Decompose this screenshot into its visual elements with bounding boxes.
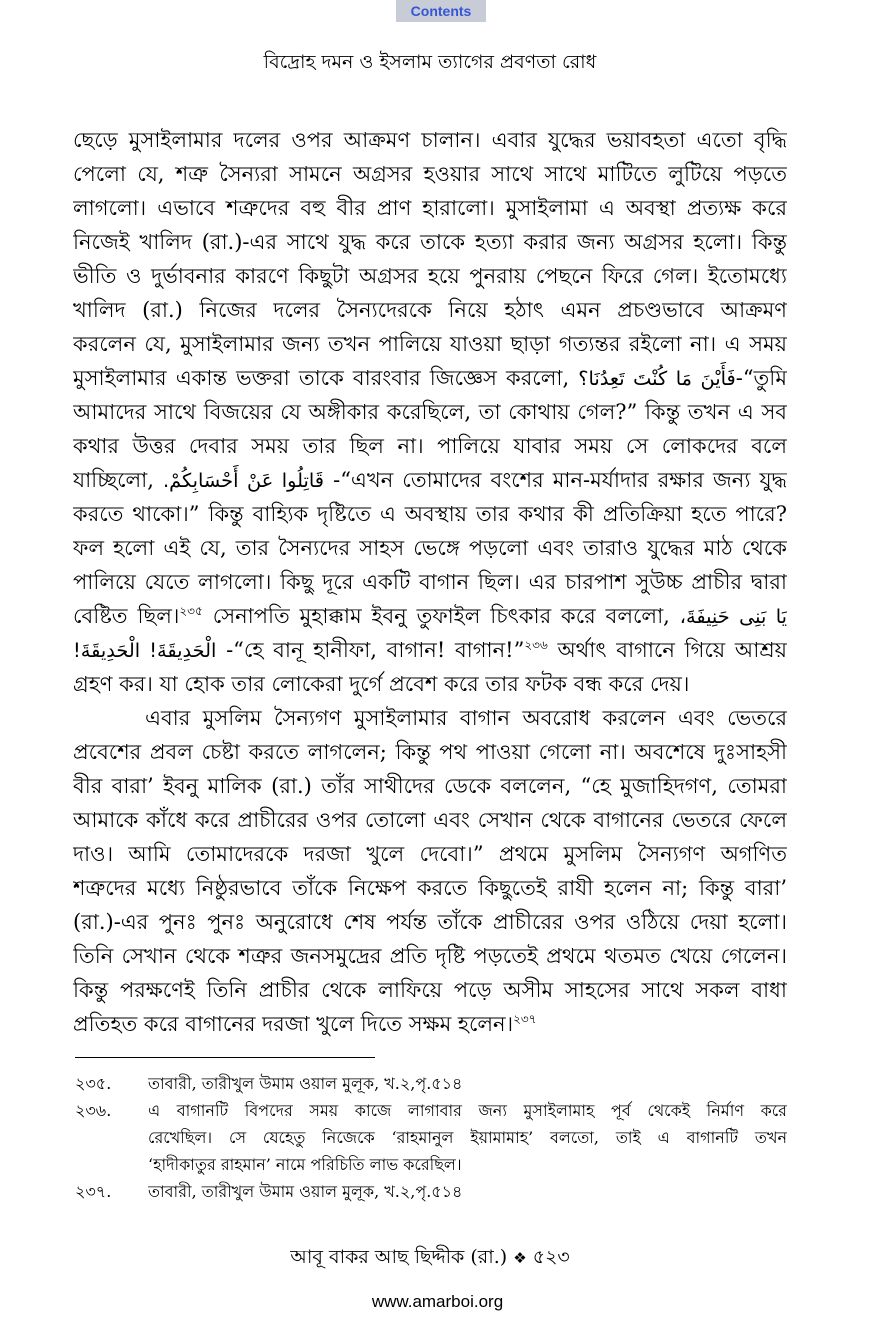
text-segment: সেনাপতি মুহাক্কাম ইবনু তুফাইল চিৎকার করে বললো, <box>202 604 680 628</box>
text-segment: কথার উত্তর দেবার সময় তার ছিল না। পালিয়ে যাবার সময় সে লোকদের বলে <box>73 434 787 458</box>
text-line <box>73 327 787 361</box>
text-segment: কিন্তু পরক্ষণেই তিনি প্রাচীর থেকে লাফিয়ে পড়ে অসীম সাহসের সাথে সকল বাধা <box>73 978 787 1002</box>
text-line <box>73 973 787 1007</box>
arabic-text: الْحَدِيقَةَ! الْحَدِيقَةَ! <box>73 639 217 662</box>
body-paragraph <box>73 701 787 1041</box>
text-line <box>73 871 787 905</box>
text-line <box>73 531 787 565</box>
page-number: ৫২৩ <box>532 1246 570 1268</box>
text-segment: দাও। আমি তোমাদেরকে দরজা খুলে দেবো।” প্রথমে মুসলিম সৈন্যগণ অগণিত <box>73 842 787 866</box>
footnote-text-line: এ বাগানটি বিপদের সময় কাজে লাগাবার জন্য মুসাইলামাহ পূর্ব থেকেই নির্মাণ করে <box>148 1101 787 1120</box>
text-line <box>73 905 787 939</box>
text-line <box>73 123 787 157</box>
text-line <box>73 361 787 395</box>
text-segment: গ্রহণ কর। যা হোক তার লোকেরা দুর্গে প্রবেশ করে তার ফটক বন্ধ করে দেয়। <box>73 672 690 696</box>
footnote-text-line: তাবারী, তারীখুল উমাম ওয়াল মুলূক, খ.২,পৃ.৫১৪ <box>148 1182 463 1201</box>
body-paragraph <box>73 123 787 701</box>
text-segment: প্রবেশের প্রবল চেষ্টা করতে লাগলেন; কিন্তু পথ পাওয়া গেলো না। অবশেষে দুঃসাহসী <box>73 740 787 764</box>
text-line <box>73 191 787 225</box>
text-segment: পেলো যে, শত্রু সৈন্যরা সামনে অগ্রসর হওয়ার সাথে সাথে মাটিতে লুটিয়ে পড়তে <box>73 162 787 186</box>
text-segment: শত্রুদের মধ্যে নিষ্ঠুরভাবে তাঁকে নিক্ষেপ করতে কিছুতেই রাযী হলেন না; কিন্তু বারা’ <box>73 876 787 900</box>
page-footer <box>73 1243 787 1271</box>
text-line <box>73 803 787 837</box>
text-line <box>73 259 787 293</box>
contents-button[interactable]: Contents <box>396 0 486 22</box>
text-segment: আমাদের সাথে বিজয়ের যে অঙ্গীকার করেছিলে, তা কোথায় গেল?” কিন্তু তখন এ সব <box>73 400 787 424</box>
text-line <box>73 769 787 803</box>
text-segment: ছেড়ে মুসাইলামার দলের ওপর আক্রমণ চালান। এবার যুদ্ধের ভয়াবহতা এতো বৃদ্ধি <box>73 128 787 152</box>
text-segment: ফল হলো এই যে, তার সৈন্যদের সাহস ভেঙ্গে পড়লো এবং তারাও যুদ্ধের মাঠ থেকে <box>73 536 787 560</box>
text-line <box>73 837 787 871</box>
text-segment: প্রতিহত করে বাগানের দরজা খুলে দিতে সক্ষম হলেন। <box>73 1012 514 1036</box>
footnote-number: ২৩৫. <box>75 1074 112 1093</box>
text-segment: পালিয়ে যেতে লাগলো। কিছু দূরে একটি বাগান ছিল। এর চারপাশ সুউচ্চ প্রাচীর দ্বারা <box>73 570 787 594</box>
text-segment: করতে থাকো।” কিন্তু বাহ্যিক দৃষ্টিতে এ অবস্থায় তার কথার কী প্রতিক্রিয়া হতে পারে? <box>73 502 787 526</box>
footnote-reference: ২৩৭ <box>513 1012 537 1026</box>
footnote-text-line: ‘হাদীকাতুর রাহমান’ নামে পরিচিতি লাভ করেছিল। <box>148 1155 462 1174</box>
footnote-text-line: রেখেছিল। সে যেহেতু নিজেকে ‘রাহমানুল ইয়ামামাহ’ বলতো, তাই এ বাগানটি তখন <box>148 1128 787 1147</box>
text-line <box>73 701 787 735</box>
footnote-number: ২৩৬. <box>75 1101 112 1120</box>
footnote-number: ২৩৭. <box>75 1182 112 1201</box>
text-segment: লাগলো। এভাবে শত্রুদের বহু বীর প্রাণ হারালো। মুসাইলামা এ অবস্থা প্রত্যক্ষ করে <box>73 196 787 220</box>
text-line <box>73 565 787 599</box>
text-line <box>73 463 787 497</box>
website-url: www.amarboi.org <box>371 1292 504 1311</box>
text-segment: করলেন যে, মুসাইলামার জন্য তখন পালিয়ে যাওয়া ছাড়া গত্যন্তর রইলো না। এ সময় <box>73 332 787 356</box>
text-line <box>73 1007 787 1041</box>
text-line <box>73 497 787 531</box>
arabic-text: فَأَيْنَ مَا كُنْتَ تَعِدُنَا؟ <box>578 367 736 390</box>
text-segment: -“এখন তোমাদের বংশের মান-মর্যাদার রক্ষার জন্য যুদ্ধ <box>324 468 787 492</box>
text-line <box>73 395 787 429</box>
text-line <box>73 939 787 973</box>
text-segment: -“তুমি <box>735 366 787 390</box>
footnote-text-line: তাবারী, তারীখুল উমাম ওয়াল মুলূক, খ.২,পৃ.৫১৪ <box>148 1074 463 1093</box>
footnote <box>75 1070 787 1097</box>
text-line <box>73 735 787 769</box>
footnote <box>75 1178 787 1205</box>
separator-ornament-icon: ❖ <box>513 1249 527 1267</box>
text-segment: আমাকে কাঁধে করে প্রাচীরের ওপর তোলো এবং সেখান থেকে বাগানের ভেতরে ফেলে <box>73 808 787 832</box>
text-segment: খালিদ (রা.) নিজের দলের সৈন্যদেরকে নিয়ে হঠাৎ এমন প্রচণ্ডভাবে আক্রমণ <box>73 298 787 322</box>
text-segment: তিনি সেখান থেকে শত্রুর জনসমুদ্রের প্রতি দৃষ্টি পড়তেই প্রথমে থতমত খেয়ে গেলেন। <box>73 944 787 968</box>
text-line <box>73 667 787 701</box>
footnote-text <box>148 1097 787 1178</box>
text-line <box>73 157 787 191</box>
footnote <box>75 1097 787 1178</box>
footnote-reference: ২৩৫ <box>179 604 203 618</box>
text-segment: -“হে বানূ হানীফা, বাগান! বাগান!” <box>216 638 525 662</box>
text-line <box>73 225 787 259</box>
text-segment: বীর বারা’ ইবনু মালিক (রা.) তাঁর সাথীদের ডেকে বললেন, “হে মুজাহিদগণ, তোমরা <box>73 774 787 798</box>
footnote-divider <box>75 1057 375 1058</box>
text-segment: (রা.)-এর পুনঃ পুনঃ অনুরোধে শেষ পর্যন্ত তাঁকে প্রাচীরের ওপর ওঠিয়ে দেয়া হলো। <box>73 910 787 934</box>
text-line <box>73 633 787 667</box>
book-title: আবূ বাকর আছ ছিদ্দীক (রা.) <box>290 1246 508 1268</box>
text-line <box>73 429 787 463</box>
running-header: বিদ্রোহ দমন ও ইসলাম ত্যাগের প্রবণতা রোধ <box>263 51 597 73</box>
page-body <box>73 123 787 1041</box>
footnote-reference: ২৩৬ <box>524 638 548 652</box>
footnote-text <box>148 1178 787 1205</box>
text-segment: নিজেই খালিদ (রা.)-এর সাথে যুদ্ধ করে তাকে হত্যা করার জন্য অগ্রসর হলো। কিন্তু <box>73 230 787 254</box>
footnotes <box>75 1070 787 1205</box>
text-segment: এবার মুসলিম সৈন্যগণ মুসাইলামার বাগান অবরোধ করলেন এবং ভেতরে <box>145 706 787 730</box>
text-segment: ভীতি ও দুর্ভাবনার কারণে কিছুটা অগ্রসর হয়ে পুনরায় পেছনে ফিরে গেল। ইতোমধ্যে <box>73 264 787 288</box>
footnote-text <box>148 1070 787 1097</box>
text-segment: মুসাইলামার একান্ত ভক্তরা তাকে বারংবার জিজ্ঞেস করলো, <box>73 366 579 390</box>
arabic-text: يَا بَنِى حَنِيفَةَ، <box>679 605 787 628</box>
text-line <box>73 599 787 633</box>
text-segment: যাচ্ছিলো, <box>73 468 164 492</box>
text-line <box>73 293 787 327</box>
text-segment: অর্থাৎ বাগানে গিয়ে আশ্রয় <box>547 638 787 662</box>
arabic-text: قَاتِلُوا عَنْ أَحْسَابِكُمْ. <box>163 469 325 492</box>
text-segment: বেষ্টিত ছিল। <box>73 604 180 628</box>
